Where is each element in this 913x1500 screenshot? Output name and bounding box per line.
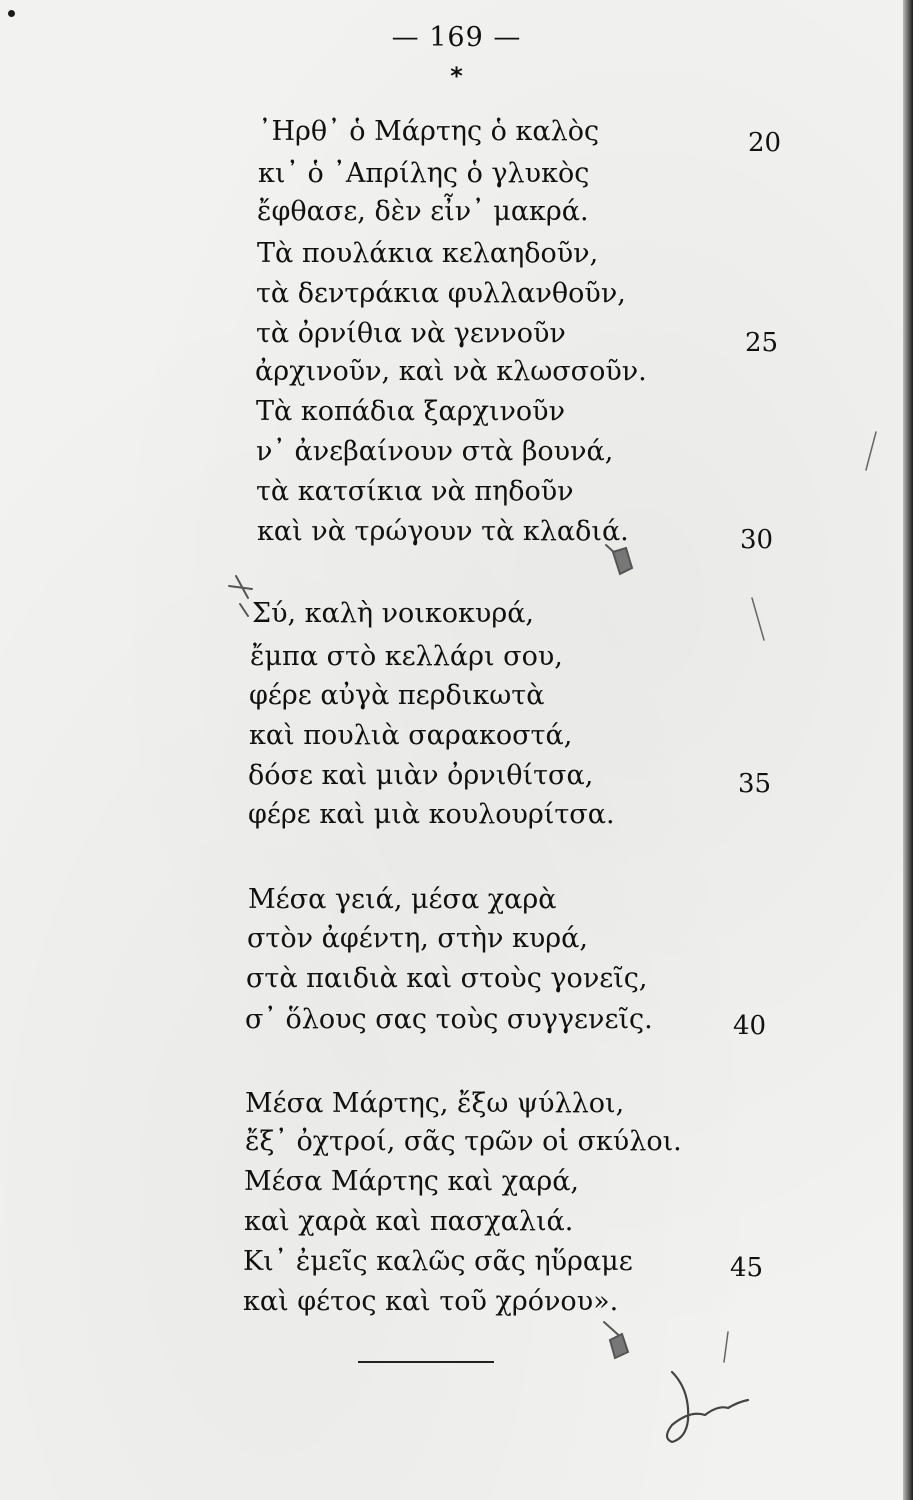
pencil-mark-icon bbox=[606, 545, 632, 574]
verse-line: στὸν ἀφέντη, στὴν κυρά, bbox=[247, 923, 588, 954]
verse-line: τὰ κατσίκια νὰ πηδοῦν bbox=[256, 476, 574, 507]
line-number: 45 bbox=[730, 1253, 764, 1283]
verse-line: ἀρχινοῦν, καὶ νὰ κλωσσοῦν. bbox=[255, 356, 647, 387]
verse-line: ᾿Ηρθ᾿ ὁ Μάρτης ὁ καλὸς bbox=[258, 116, 600, 147]
line-number: 35 bbox=[738, 769, 772, 799]
verse-line: δόσε καὶ μιὰν ὀρνιθίτσα, bbox=[248, 760, 594, 791]
verse-line: Κι᾿ ἐμεῖς καλῶς σᾶς ηὕραμε bbox=[243, 1246, 633, 1277]
verse-line: ἔμπα στὸ κελλάρι σου, bbox=[250, 641, 563, 672]
verse-line: καὶ πουλιὰ σαρακοστά, bbox=[249, 720, 573, 751]
line-number: 30 bbox=[740, 525, 774, 555]
verse-line: τὰ ὀρνίθια νὰ γεννοῦν bbox=[256, 318, 566, 349]
page-number: — 169 — bbox=[391, 22, 522, 53]
verse-line: φέρε αὐγὰ περδικωτὰ bbox=[249, 680, 545, 711]
verse-line: καὶ φέτος καὶ τοῦ χρόνου». bbox=[243, 1286, 619, 1317]
verse-line: ἔξ᾿ ὀχτροί, σᾶς τρῶν οἱ σκύλοι. bbox=[245, 1126, 682, 1157]
line-number: 20 bbox=[748, 128, 782, 158]
verse-line: ἔφθασε, δὲν εἶν᾿ μακρά. bbox=[257, 196, 589, 227]
verse-line: Μέσα Μάρτης καὶ χαρά, bbox=[244, 1166, 580, 1197]
verse-line: Τὰ κοπάδια ξαρχινοῦν bbox=[256, 396, 566, 427]
pencil-mark-icon bbox=[724, 432, 876, 1362]
verse-line: τὰ δεντράκια φυλλανθοῦν, bbox=[256, 278, 626, 309]
verse-line: φέρε καὶ μιὰ κουλουρίτσα. bbox=[248, 799, 615, 830]
pencil-mark-icon bbox=[604, 1322, 628, 1358]
verse-line: Μέσα γειά, μέσα χαρὰ bbox=[248, 884, 557, 915]
pencil-mark-icon bbox=[229, 576, 252, 616]
page-edge-shadow bbox=[903, 0, 913, 1500]
verse-line: κι᾿ ὁ ᾿Απρίλης ὁ γλυκὸς bbox=[258, 158, 590, 189]
verse-line: Σύ, καλὴ νοικοκυρά, bbox=[252, 598, 535, 629]
section-ornament: * bbox=[450, 62, 463, 90]
verse-line: Μέσα Μάρτης, ἔξω ψύλλοι, bbox=[245, 1088, 625, 1119]
verse-line: σ᾿ ὅλους σας τοὺς συγγενεῖς. bbox=[245, 1004, 653, 1035]
line-number: 25 bbox=[745, 328, 779, 358]
verse-line: καὶ νὰ τρώγουν τὰ κλαδιά. bbox=[257, 516, 629, 547]
verse-line: καὶ χαρὰ καὶ πασχαλιά. bbox=[244, 1206, 574, 1237]
line-number: 40 bbox=[733, 1011, 767, 1041]
verse-line: στὰ παιδιὰ καὶ στοὺς γονεῖς, bbox=[246, 963, 648, 994]
verse-line: ν᾿ ἀνεβαίνουν στὰ βουνά, bbox=[256, 436, 614, 467]
end-rule bbox=[358, 1361, 494, 1363]
verse-line: Τὰ πουλάκια κελαηδοῦν, bbox=[257, 238, 599, 269]
pencil-scribble-icon bbox=[667, 1372, 748, 1442]
print-speck bbox=[8, 10, 15, 17]
